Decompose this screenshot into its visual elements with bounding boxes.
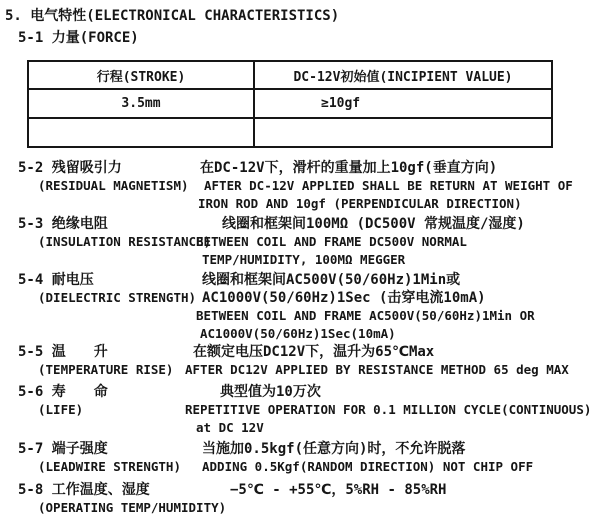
spec-line: 典型值为10万次 (220, 384, 321, 400)
section-leadwire-strength (18, 440, 606, 476)
spec-line: AC1000V(50/60Hz)1Sec(10mA) (200, 326, 396, 341)
section-residual-magnetism (18, 159, 606, 213)
force-table-header-stroke: 行程(STROKE) (29, 62, 255, 88)
incipient-value-empty (255, 119, 551, 146)
section-operating-temp-humidity (18, 481, 606, 517)
stroke-value: 3.5mm (29, 90, 255, 117)
stroke-value-empty (29, 119, 255, 146)
section-label: 5-4 耐电压 (18, 272, 94, 288)
force-table-row-1 (29, 90, 551, 119)
force-table (27, 60, 553, 148)
section-label: 5-6 寿 命 (18, 384, 108, 400)
force-table-row-2 (29, 119, 551, 146)
spec-line: 当施加0.5kgf(任意方向)时，不允许脱落 (202, 441, 466, 457)
section-label: 5-2 残留吸引力 (18, 160, 122, 176)
section-force-heading: 5-1 力量(FORCE) (18, 30, 139, 46)
spec-line: at DC 12V (196, 420, 264, 435)
section-sublabel: (DIELECTRIC STRENGTH) (38, 290, 197, 305)
incipient-value: ≥10gf (321, 96, 361, 111)
spec-line: REPETITIVE OPERATION FOR 0.1 MILLION CYCLE(CONTINUOUS) (185, 402, 592, 417)
section-sublabel: (LEADWIRE STRENGTH) (38, 459, 181, 474)
spec-line: BETWEEN COIL AND FRAME AC500V(50/60Hz)1Min OR (196, 308, 535, 323)
section-sublabel: (RESIDUAL MAGNETISM) (38, 178, 189, 193)
section-label: 5-3 绝缘电阻 (18, 216, 108, 232)
spec-line: 线圈和框架间AC500V(50/60Hz)1Min或 (202, 272, 461, 288)
spec-line: AFTER DC-12V APPLIED SHALL BE RETURN AT WEIGHT OF (204, 178, 573, 193)
section-temperature-rise (18, 343, 606, 379)
section-sublabel: (OPERATING TEMP/HUMIDITY) (38, 500, 227, 515)
force-table-header-value: DC-12V初始值(INCIPIENT VALUE) (293, 69, 513, 85)
section-label: 5-5 温 升 (18, 344, 108, 360)
spec-line: 线圈和框架间100MΩ (DC500V 常规温度/湿度) (222, 216, 525, 232)
spec-sections (18, 159, 606, 517)
section-life (18, 383, 606, 437)
section-label: 5-8 工作温度、湿度 (18, 482, 150, 498)
section-sublabel: (INSULATION RESISTANCE) (38, 234, 212, 249)
spec-line: BETWEEN COIL AND FRAME DC500V NORMAL (196, 234, 467, 249)
force-table-header-row (29, 62, 551, 90)
spec-line: ADDING 0.5Kgf(RANDOM DIRECTION) NOT CHIP OFF (202, 459, 534, 474)
section-sublabel: (LIFE) (38, 402, 84, 417)
section-insulation-resistance (18, 215, 606, 269)
section-label: 5-7 端子强度 (18, 441, 108, 457)
spec-line: −5℃ - +55℃，5%RH - 85%RH (230, 482, 447, 498)
spec-line: 在DC-12V下，滑杆的重量加上10gf(垂直方向) (200, 160, 498, 176)
spec-line: AFTER DC12V APPLIED BY RESISTANCE METHOD 65 deg MAX (185, 362, 569, 377)
spec-line: IRON ROD AND 10gf (PERPENDICULAR DIRECTION) (198, 196, 522, 211)
section-sublabel: (TEMPERATURE RISE) (38, 362, 174, 377)
spec-line: 在额定电压DC12V下，温升为65℃Max (193, 344, 435, 360)
spec-line: AC1000V(50/60Hz)1Sec (击穿电流10mA) (202, 290, 486, 306)
spec-line: TEMP/HUMIDITY, 100MΩ MEGGER (202, 252, 406, 267)
page-title: 5. 电气特性(ELECTRONICAL CHARACTERISTICS) (5, 8, 340, 24)
section-dielectric-strength (18, 271, 606, 343)
